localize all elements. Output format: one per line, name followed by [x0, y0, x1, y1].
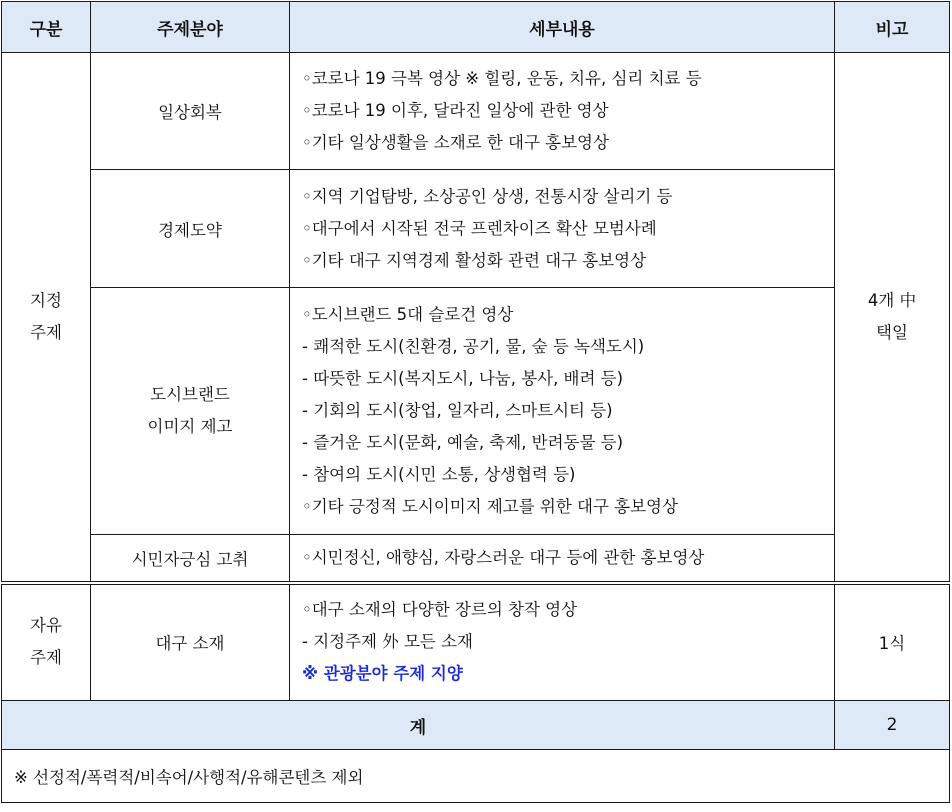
category-line: 주제: [30, 322, 62, 342]
topic-cell: [91, 170, 290, 288]
remark-line: 4개 中: [867, 290, 917, 310]
free-category-cell: [2, 583, 91, 701]
tourism-note: ※ 관광분야 주제 지양: [302, 664, 463, 684]
detail-line: ◦코로나 19 이후, 달라진 일상에 관한 영상: [302, 101, 609, 120]
total-value: 2: [835, 701, 950, 750]
topic-cell: [91, 535, 290, 583]
topic-cell: [91, 583, 290, 701]
detail-line: - 즐거운 도시(문화, 예술, 축제, 반려동물 등): [302, 433, 624, 452]
detail-line: ◦코로나 19 극복 영상 ※ 힐링, 운동, 치유, 심리 치료 등: [302, 69, 702, 88]
topic-label: 대구 소재: [155, 634, 225, 654]
details-cell: [290, 170, 835, 288]
header-category: 구분: [2, 2, 91, 53]
detail-line: - 지정주제 外 모든 소재: [302, 632, 473, 652]
table-row: [2, 583, 950, 701]
table-row: [2, 288, 950, 535]
remark-line: 1식: [878, 634, 906, 654]
footnote-row: [2, 750, 950, 803]
designated-category-cell: [2, 53, 91, 583]
detail-line: ◦기타 긍정적 도시이미지 제고를 위한 대구 홍보영상: [302, 497, 678, 516]
detail-line: - 기회의 도시(창업, 일자리, 스마트시티 등): [302, 401, 613, 420]
category-line: 지정: [30, 290, 62, 310]
detail-line: - 참여의 도시(시민 소통, 상생협력 등): [302, 465, 576, 484]
topic-label: 일상회복: [158, 103, 222, 122]
total-label: 계: [2, 701, 835, 750]
detail-line: ◦대구에서 시작된 전국 프렌차이즈 확산 모범사례: [302, 218, 657, 238]
detail-line: ◦시민정신, 애향심, 자랑스러운 대구 등에 관한 홍보영상: [302, 547, 705, 567]
topic-label: 도시브랜드: [150, 385, 230, 404]
topic-cell: [91, 53, 290, 170]
topic-label: 경제도약: [158, 220, 222, 240]
table-row: [2, 170, 950, 288]
detail-line: ◦기타 일상생활을 소재로 한 대구 홍보영상: [302, 133, 609, 152]
table-row: [2, 53, 950, 170]
header-remark: 비고: [835, 2, 950, 53]
topic-label: 이미지 제고: [147, 417, 233, 436]
details-cell: [290, 583, 835, 701]
detail-line: - 따뜻한 도시(복지도시, 나눔, 봉사, 배려 등): [302, 369, 624, 388]
detail-line: ◦도시브랜드 5대 슬로건 영상: [302, 305, 514, 324]
detail-line: ◦대구 소재의 다양한 장르의 창작 영상: [302, 600, 578, 620]
details-cell: [290, 288, 835, 535]
designated-remark-cell: [835, 53, 950, 583]
topic-label: 시민자긍심 고취: [131, 549, 249, 569]
topic-table: [1, 1, 950, 803]
remark-line: 택일: [876, 322, 908, 342]
category-line: 자유: [30, 616, 62, 636]
header-row: [2, 2, 950, 53]
detail-line: - 쾌적한 도시(친환경, 공기, 물, 숲 등 녹색도시): [302, 337, 645, 356]
free-remark-cell: [835, 583, 950, 701]
details-cell: [290, 535, 835, 583]
table-row: [2, 535, 950, 583]
total-row: [2, 701, 950, 750]
header-details: 세부내용: [290, 2, 835, 53]
footnote: ※ 선정적/폭력적/비속어/사행적/유해콘텐츠 제외: [2, 750, 950, 803]
topic-cell: [91, 288, 290, 535]
detail-line: ◦지역 기업탐방, 소상공인 상생, 전통시장 살리기 등: [302, 186, 673, 206]
header-topic: 주제분야: [91, 2, 290, 53]
category-line: 주제: [30, 648, 62, 668]
detail-line: ◦기타 대구 지역경제 활성화 관련 대구 홍보영상: [302, 250, 647, 270]
details-cell: [290, 53, 835, 170]
